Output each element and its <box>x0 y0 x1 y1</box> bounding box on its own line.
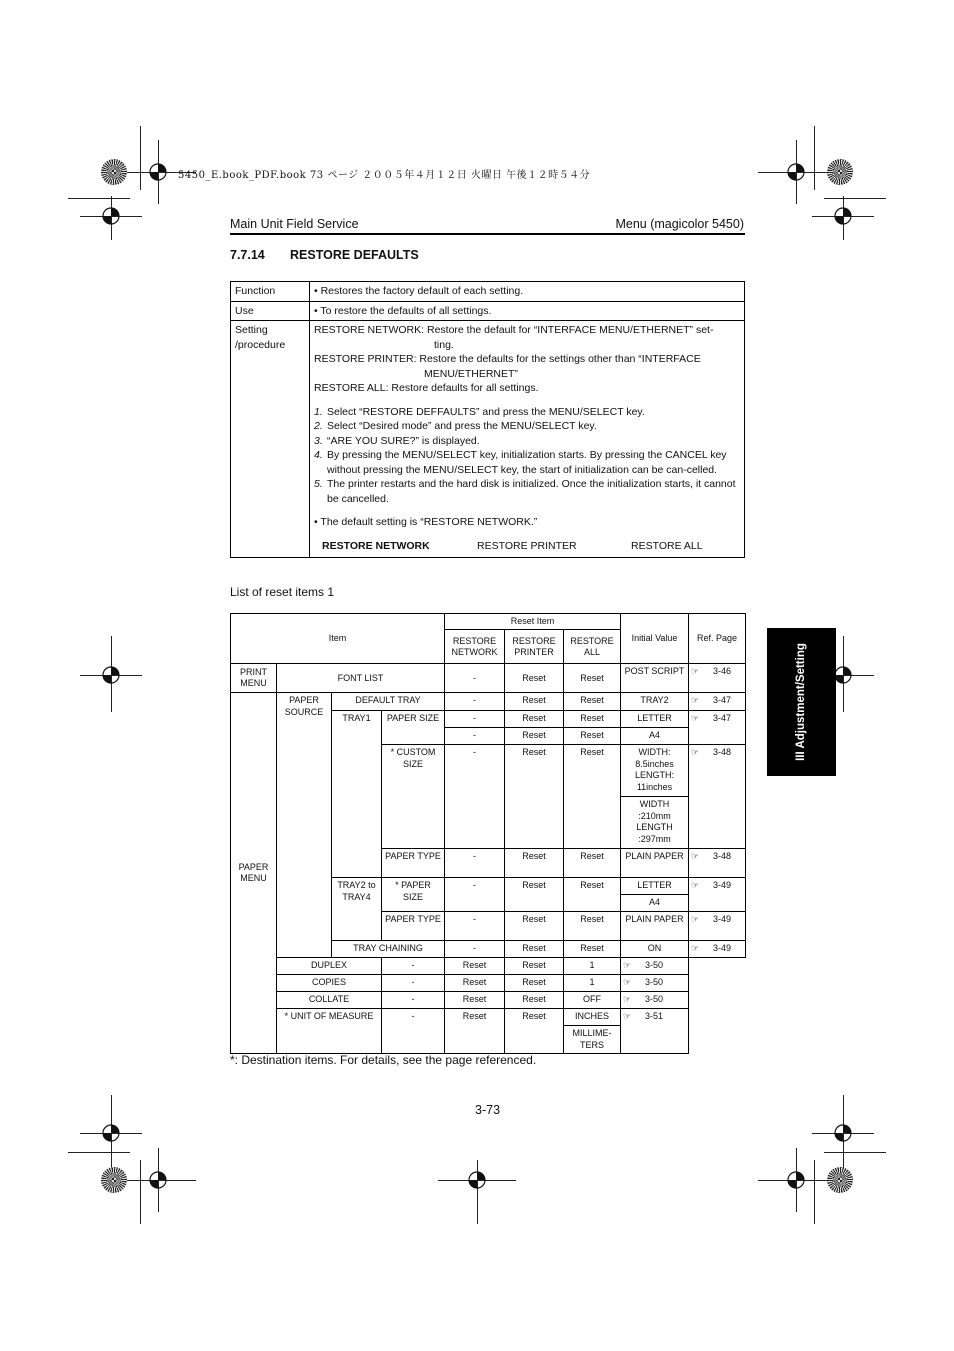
table-cell: Reset <box>564 693 621 711</box>
copies-cell: COPIES <box>277 975 382 992</box>
ref-pointer-icon: ☞ <box>691 914 700 925</box>
side-tab <box>767 628 836 776</box>
table-row <box>231 1009 746 1026</box>
table-row <box>231 958 746 975</box>
ref-pointer-icon: ☞ <box>623 960 632 971</box>
setting-procedure <box>310 321 745 558</box>
header-initial-value: Initial Value <box>621 614 689 664</box>
table-cell: Reset <box>564 941 621 958</box>
table-cell: Reset <box>445 975 505 992</box>
list-item <box>314 405 740 420</box>
step-number: 5. <box>314 478 323 490</box>
list-caption: List of reset items 1 <box>230 585 335 599</box>
table-cell: Reset <box>564 912 621 941</box>
header-ref-page: Ref. Page <box>689 614 746 664</box>
registration-mark-icon <box>829 1119 857 1147</box>
color-target-icon <box>101 159 127 185</box>
ref-pointer-icon: ☞ <box>623 994 632 1005</box>
table-cell: - <box>445 912 505 941</box>
table-cell: TRAY2 <box>621 693 689 711</box>
step-number: 3. <box>314 434 323 447</box>
ref-pointer-icon: ☞ <box>691 713 700 724</box>
ref-cell <box>689 693 746 711</box>
step-number: 1. <box>314 405 323 418</box>
table-cell: PLAIN PAPER <box>621 849 689 878</box>
restore-printer-desc-cont: MENU/ETHERNET” <box>424 367 518 380</box>
ref-page: 3-49 <box>713 880 732 891</box>
font-list-cell: FONT LIST <box>277 664 445 693</box>
ref-cell <box>689 745 746 849</box>
ref-cell <box>621 958 689 975</box>
function-text: • Restores the factory default of each setting. <box>310 282 745 302</box>
color-target-icon <box>827 159 853 185</box>
table-cell: INCHES <box>564 1009 621 1026</box>
table-cell: Reset <box>564 728 621 745</box>
table-cell: Reset <box>564 878 621 912</box>
ref-page: 3-50 <box>645 994 664 1005</box>
ref-pointer-icon: ☞ <box>691 695 700 706</box>
step-text: The printer restarts and the hard disk is initialized. Once the initialization starts, it cannot be cancelled. <box>327 478 736 505</box>
color-target-icon <box>827 1167 853 1193</box>
step-text: By pressing the MENU/SELECT key, initialization starts. By pressing the CANCEL key without pressing the MENU/SELECT key, the start of initialization can be can-celled. <box>327 449 727 476</box>
header-item: Item <box>231 614 445 664</box>
step-number: 2. <box>314 420 323 432</box>
paper-type-cell: PAPER TYPE <box>382 849 445 878</box>
page-number: 3-73 <box>475 1103 501 1117</box>
ref-pointer-icon: ☞ <box>691 880 700 891</box>
mode-restore-all: RESTORE ALL <box>631 539 703 552</box>
side-tab-label: III Adjustment/Setting <box>795 643 807 761</box>
table-cell: - <box>445 728 505 745</box>
list-item <box>314 419 740 434</box>
table-cell: Reset <box>505 728 564 745</box>
table-cell: Reset <box>505 711 564 728</box>
ref-page: 3-47 <box>713 695 732 706</box>
table-cell: ON <box>621 941 689 958</box>
ref-page: 3-50 <box>645 977 664 988</box>
ref-cell <box>689 878 746 912</box>
table-cell: PLAIN PAPER <box>621 912 689 941</box>
table-cell: Reset <box>505 941 564 958</box>
list-item <box>314 448 740 477</box>
table-cell: Reset <box>505 664 564 693</box>
ref-page: 3-46 <box>713 666 732 677</box>
table-cell: Reset <box>505 849 564 878</box>
print-menu-cell: PRINT MENU <box>231 664 277 693</box>
ref-cell <box>689 941 746 958</box>
procedure-steps <box>314 405 740 507</box>
ref-cell <box>689 912 746 941</box>
section-title <box>230 248 419 262</box>
setting-label-line1: Setting <box>235 324 268 336</box>
step-text: Select “Desired mode” and press the MENU/SELECT key. <box>327 420 597 432</box>
table-cell: Reset <box>505 693 564 711</box>
ref-page: 3-51 <box>645 1011 664 1022</box>
table-row <box>231 975 746 992</box>
table-cell: Reset <box>564 664 621 693</box>
registration-mark-icon <box>144 1166 172 1194</box>
ref-pointer-icon: ☞ <box>623 1011 632 1022</box>
header-left: Main Unit Field Service <box>230 217 359 231</box>
registration-mark-icon <box>829 202 857 230</box>
ref-page: 3-49 <box>713 943 732 954</box>
reset-items-table <box>230 613 746 1054</box>
table-cell: MILLIME-TERS <box>564 1026 621 1054</box>
restore-network-desc: RESTORE NETWORK: Restore the default for “INTERFACE MENU/ETHERNET” set- <box>314 324 714 336</box>
step-text: “ARE YOU SURE?” is displayed. <box>327 434 480 447</box>
paper-source-cell: PAPER SOURCE <box>277 693 332 958</box>
ref-cell <box>689 711 746 745</box>
list-item <box>314 434 740 449</box>
tray1-cell: TRAY1 <box>332 711 382 878</box>
tray2-4-cell: TRAY2 to TRAY4 <box>332 878 382 941</box>
table-cell: Reset <box>505 912 564 941</box>
paper-size-cell: PAPER SIZE <box>382 711 445 745</box>
ref-pointer-icon: ☞ <box>691 747 700 758</box>
ref-cell <box>689 664 746 693</box>
collate-cell: COLLATE <box>277 992 382 1009</box>
table-cell: LETTER <box>621 711 689 728</box>
table-cell: - <box>382 975 445 992</box>
table-cell: Reset <box>505 1009 564 1054</box>
ref-cell <box>689 849 746 878</box>
list-item <box>314 477 740 506</box>
star-paper-size-cell: * PAPER SIZE <box>382 878 445 912</box>
table-cell: A4 <box>621 728 689 745</box>
ref-pointer-icon: ☞ <box>623 977 632 988</box>
table-cell: - <box>445 745 505 849</box>
registration-mark-icon <box>782 1166 810 1194</box>
header-rule <box>230 233 745 235</box>
registration-mark-icon <box>97 1119 125 1147</box>
table-cell: Reset <box>564 711 621 728</box>
restore-defaults-table <box>230 281 745 558</box>
table-cell: - <box>382 1009 445 1054</box>
restore-all-desc: RESTORE ALL: Restore defaults for all settings. <box>314 382 539 394</box>
ref-pointer-icon: ☞ <box>691 666 700 677</box>
header-restore-printer: RESTORE PRINTER <box>505 630 564 664</box>
footnote: *: Destination items. For details, see the page referenced. <box>230 1053 537 1067</box>
ref-cell <box>621 1009 689 1054</box>
table-cell: Reset <box>505 745 564 849</box>
header-right: Menu (magicolor 5450) <box>615 217 744 231</box>
table-cell: Reset <box>445 992 505 1009</box>
registration-mark-icon <box>463 1166 491 1194</box>
table-cell: 1 <box>564 958 621 975</box>
ref-page: 3-49 <box>713 914 732 925</box>
step-text: Select “RESTORE DEFFAULTS” and press the MENU/SELECT key. <box>327 405 645 418</box>
restore-printer-desc: RESTORE PRINTER: Restore the defaults for the settings other than “INTERFACE <box>314 353 701 365</box>
unit-of-measure-cell: * UNIT OF MEASURE <box>277 1009 382 1054</box>
paper-type-cell: PAPER TYPE <box>382 912 445 941</box>
table-cell: A4 <box>621 895 689 912</box>
ref-page: 3-48 <box>713 747 732 758</box>
default-note: • The default setting is “RESTORE NETWORK.” <box>314 516 538 528</box>
table-cell: WIDTH :210mm LENGTH :297mm <box>621 797 689 849</box>
table-cell: - <box>445 878 505 912</box>
table-cell: - <box>445 941 505 958</box>
registration-mark-icon <box>782 158 810 186</box>
ref-page: 3-47 <box>713 713 732 724</box>
mode-restore-printer: RESTORE PRINTER <box>477 539 577 552</box>
setting-label-line2: /procedure <box>235 338 286 351</box>
header-reset-item: Reset Item <box>445 614 621 630</box>
duplex-cell: DUPLEX <box>277 958 382 975</box>
use-label: Use <box>231 301 310 321</box>
ref-cell <box>621 992 689 1009</box>
header-restore-network: RESTORE NETWORK <box>445 630 505 664</box>
table-cell: Reset <box>445 1009 505 1054</box>
table-cell: Reset <box>505 975 564 992</box>
table-cell: LETTER <box>621 878 689 895</box>
table-row <box>231 693 746 711</box>
table-cell: WIDTH: 8.5inches LENGTH: 11inches <box>621 745 689 797</box>
print-info: 5450_E.book_PDF.book 73 ページ ２００５年４月１２日 火曜日 午後１２時５４分 <box>178 170 591 181</box>
table-cell: - <box>382 992 445 1009</box>
table-cell: Reset <box>564 745 621 849</box>
table-cell: OFF <box>564 992 621 1009</box>
table-cell: - <box>445 664 505 693</box>
mode-options <box>314 539 740 554</box>
table-cell: Reset <box>505 878 564 912</box>
ref-page: 3-48 <box>713 851 732 862</box>
table-cell: - <box>382 958 445 975</box>
use-text: • To restore the defaults of all settings. <box>310 301 745 321</box>
table-cell: POST SCRIPT <box>621 664 689 693</box>
header-restore-all: RESTORE ALL <box>564 630 621 664</box>
registration-mark-icon <box>144 158 172 186</box>
ref-pointer-icon: ☞ <box>691 943 700 954</box>
table-cell: - <box>445 849 505 878</box>
table-row <box>231 992 746 1009</box>
table-row <box>231 664 746 693</box>
table-cell: Reset <box>505 992 564 1009</box>
registration-mark-icon <box>97 661 125 689</box>
ref-cell <box>621 975 689 992</box>
table-cell: Reset <box>445 958 505 975</box>
section-heading: RESTORE DEFAULTS <box>290 248 419 262</box>
table-cell: 1 <box>564 975 621 992</box>
tray-chaining-cell: TRAY CHAINING <box>332 941 445 958</box>
color-target-icon <box>101 1167 127 1193</box>
default-tray-cell: DEFAULT TRAY <box>332 693 445 711</box>
table-cell: - <box>445 711 505 728</box>
table-cell: Reset <box>505 958 564 975</box>
table-cell: Reset <box>564 849 621 878</box>
registration-mark-icon <box>97 202 125 230</box>
section-number: 7.7.14 <box>230 248 265 262</box>
ref-page: 3-50 <box>645 960 664 971</box>
ref-pointer-icon: ☞ <box>691 851 700 862</box>
paper-menu-cell: PAPER MENU <box>231 693 277 1054</box>
mode-restore-network: RESTORE NETWORK <box>322 539 430 552</box>
custom-size-cell: * CUSTOM SIZE <box>382 745 445 849</box>
restore-network-desc-cont: ting. <box>434 338 454 351</box>
setting-label <box>231 321 310 558</box>
function-label: Function <box>231 282 310 302</box>
table-cell: - <box>445 693 505 711</box>
step-number: 4. <box>314 449 323 461</box>
